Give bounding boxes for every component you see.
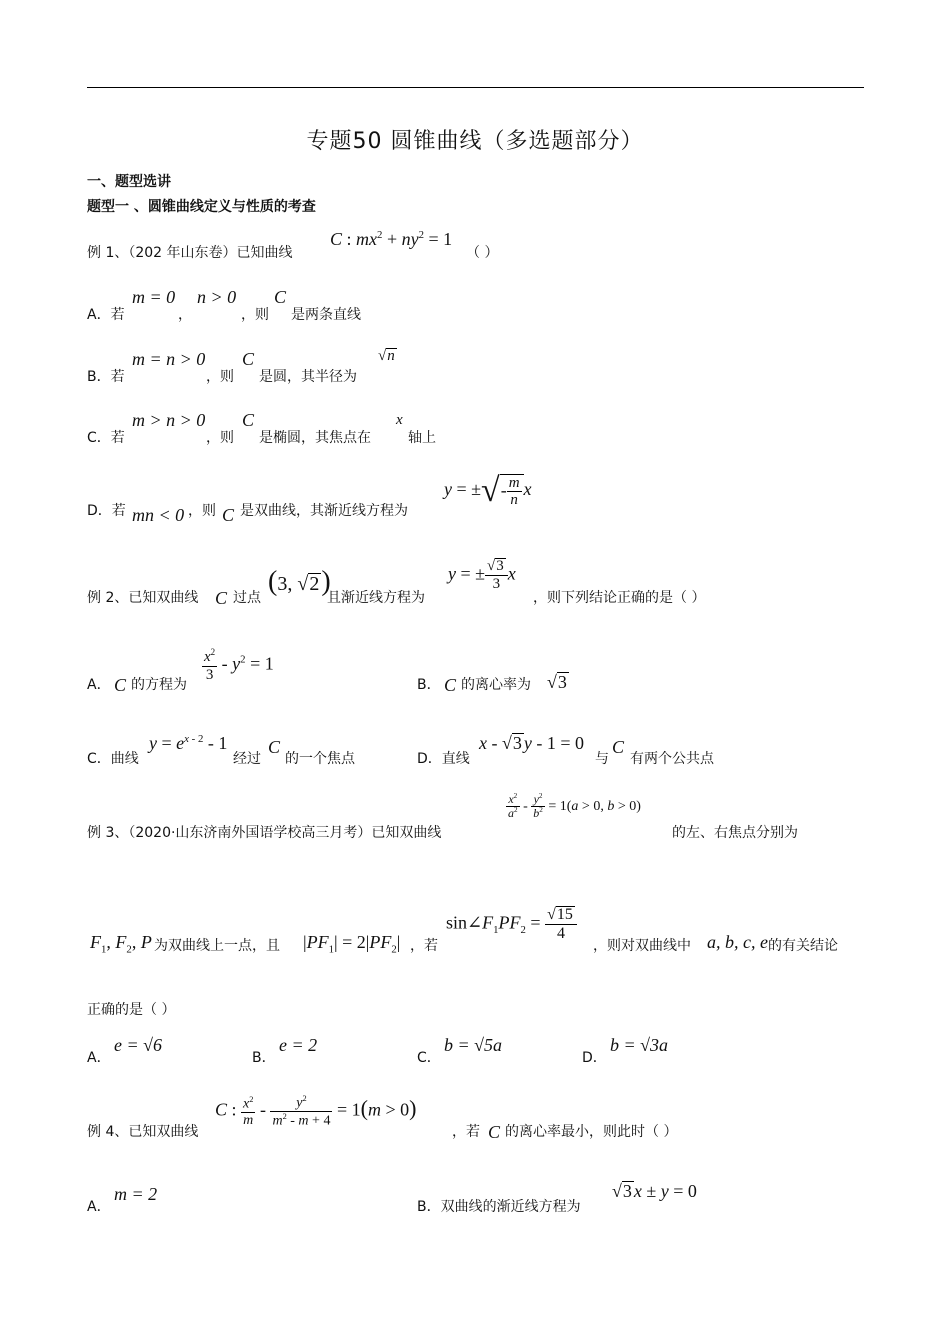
ex2-option-b-text: 的离心率为 <box>461 677 531 693</box>
ex1-option-b-label: B．若 <box>87 369 125 385</box>
ex3-option-a-expr: e = √6 <box>114 1035 163 1055</box>
ex2-option-b-eccentricity: √3 <box>547 672 567 692</box>
ex1-option-a-sep: ， <box>178 307 192 323</box>
ex2-option-d-tail: 有两个公共点 <box>630 751 714 767</box>
example-3-line2a: 为双曲线上一点，且 <box>154 938 280 954</box>
ex2-option-d-mid: 与 <box>595 751 609 767</box>
ex1-option-a-label: A．若 <box>87 307 125 323</box>
ex4-option-a-expr: m = 2 <box>114 1184 158 1204</box>
ex2-option-a-curve: C <box>114 675 127 695</box>
example-3-distance-relation: $|PF_1| = 2|PF_2|$ <box>303 932 401 956</box>
ex3-option-a-label: A． <box>87 1050 111 1066</box>
ex3-option-b-expr: e = 2 <box>279 1035 318 1055</box>
page-title: 专题50 圆锥曲线（多选题部分） <box>306 129 644 154</box>
ex1-option-c-curve: C <box>242 410 255 430</box>
ex3-option-c-expr: b = √5a <box>444 1035 503 1055</box>
ex2-option-b-label: B． <box>417 677 441 693</box>
example-2-asymptote: y = ± $\frac{√3}{3}$ x <box>448 558 516 592</box>
top-rule <box>87 87 864 88</box>
ex1-option-c-axis: x <box>396 412 403 428</box>
example-3-variables: a, b, c, e <box>707 932 768 952</box>
example-3-line2c: ，则对双曲线中 <box>593 938 691 954</box>
question-type-heading: 题型一 、圆锥曲线定义与性质的考查 <box>87 199 316 215</box>
ex1-option-b-curve: C <box>242 349 255 369</box>
ex1-option-d-text: 是双曲线，其渐近线方程为 <box>240 503 408 519</box>
ex1-option-d-asymptote: y = ±√- $\frac{m}{n}$ x <box>444 472 532 509</box>
ex1-option-a-then: ，则 <box>241 307 269 323</box>
ex3-option-d-label: D． <box>582 1050 607 1066</box>
ex3-option-c-label: C． <box>417 1050 441 1066</box>
example-3-foci-point: $F_1$, $F_2$, P <box>90 932 152 956</box>
ex1-option-d-then: ，则 <box>188 503 216 519</box>
ex1-option-a-cond2: n > 0 <box>197 287 237 307</box>
example-2-point: (3, √2) <box>268 566 331 597</box>
example-3-sine-condition: $\sin\angle F_1PF_2$ = $\frac{√15}{4}$ <box>446 906 577 942</box>
ex1-option-c-label: C．若 <box>87 430 125 446</box>
ex2-option-b-curve: C <box>444 675 457 695</box>
example-3-tail: 的左、右焦点分别为 <box>672 825 798 841</box>
ex4-option-b-label: B．双曲线的渐近线方程为 <box>417 1199 581 1215</box>
example-4-curve: C <box>488 1122 501 1142</box>
ex2-option-a-label: A． <box>87 677 111 693</box>
ex1-option-c-text: 是椭圆，其焦点在 <box>259 430 371 446</box>
ex1-option-c-text2: 轴上 <box>408 430 436 446</box>
section-heading: 一、题型选讲 <box>87 174 171 190</box>
ex2-option-c-label: C．曲线 <box>87 751 139 767</box>
ex1-option-d-cond: mn < 0 <box>132 505 185 525</box>
example-3-lead: 例 3、（2020·山东济南外国语学校高三月考）已知双曲线 <box>87 825 442 841</box>
ex2-option-a-equation: $\frac{x^2}{3}$ - $y^2 = 1$ <box>204 647 274 683</box>
example-2-tail: ，则下列结论正确的是（ ） <box>533 590 706 606</box>
ex4-option-b-asymptote: √3 x ± y = 0 <box>612 1181 697 1201</box>
ex2-option-d-line-equation: x - √3 y - 1 = 0 <box>479 733 585 753</box>
ex3-option-d-expr: b = √3a <box>610 1035 669 1055</box>
ex1-option-b-text: 是圆，其半径为 <box>259 369 357 385</box>
example-4-tail: 的离心率最小，则此时（ ） <box>505 1124 678 1140</box>
example-3-line2b: ，若 <box>410 938 438 954</box>
ex1-option-d-label: D．若 <box>87 503 126 519</box>
ex1-option-c-then: ，则 <box>206 430 234 446</box>
example-3-line3: 正确的是（ ） <box>87 1002 176 1018</box>
example-1-lead: 例 1、（202 年山东卷）已知曲线 <box>87 245 293 261</box>
ex2-option-a-text: 的方程为 <box>131 677 187 693</box>
ex1-option-b-cond: m = n > 0 <box>132 349 206 369</box>
ex2-option-c-mid: 经过 <box>233 751 261 767</box>
ex2-option-c-tail: 的一个焦点 <box>285 751 355 767</box>
ex1-option-c-cond: m > n > 0 <box>132 410 206 430</box>
example-2-mid1: 过点 <box>233 590 261 606</box>
ex2-option-d-curve: C <box>612 737 625 757</box>
ex2-option-d-label: D．直线 <box>417 751 470 767</box>
example-4-mid: ，若 <box>452 1124 480 1140</box>
example-3-hyperbola-equation: $\frac{x^2}{a^2}$ - $\frac{y^2}{b^2}$ = 1(a > 0, b > 0) <box>508 792 641 821</box>
ex1-option-a-text: 是两条直线 <box>291 307 361 323</box>
ex4-option-a-label: A． <box>87 1199 111 1215</box>
example-3-line2d: 的有关结论 <box>768 938 838 954</box>
ex1-option-b-then: ，则 <box>206 369 234 385</box>
ex1-option-a-curve: C <box>274 287 287 307</box>
example-1-curve-equation: C : $mx^2 + ny^2 = 1$ <box>330 229 453 249</box>
ex2-option-c-curve-equation: $y = e^{x - 2} - 1$ <box>149 733 228 753</box>
example-4-hyperbola-equation: C : $\frac{x^2}{m}$ - $\frac{y^2}{m^2 - m + 4}$ = 1(m > 0) <box>215 1094 417 1129</box>
example-2-mid2: 且渐近线方程为 <box>327 590 425 606</box>
example-4-lead: 例 4、已知双曲线 <box>87 1124 199 1140</box>
example-1-answer-paren: （ ） <box>466 245 499 261</box>
ex2-option-c-curve: C <box>268 737 281 757</box>
example-2-curve: C <box>215 588 228 608</box>
ex1-option-b-radius: √n <box>378 348 395 364</box>
ex1-option-a-cond1: m = 0 <box>132 287 176 307</box>
example-2-lead: 例 2、已知双曲线 <box>87 590 199 606</box>
ex1-option-d-curve: C <box>222 505 235 525</box>
ex3-option-b-label: B． <box>252 1050 276 1066</box>
